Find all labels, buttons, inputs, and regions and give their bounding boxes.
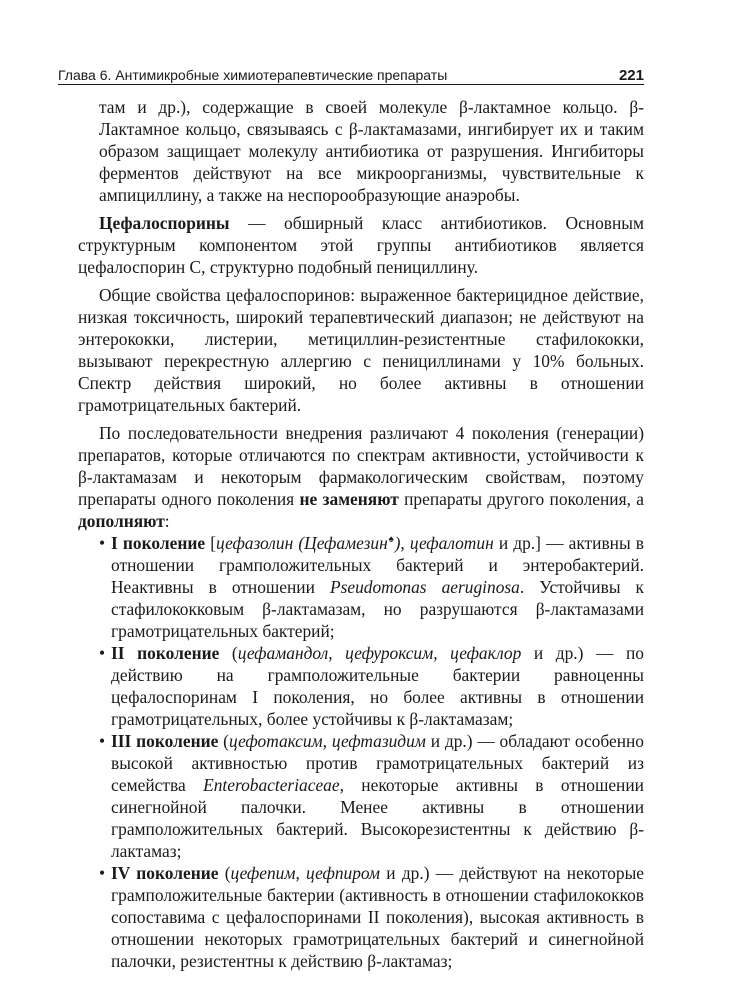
- generation-text-rest: . Устойчивы к стафилококковым β-лактамазам, но разрушаются β-лактамазами грамотрицательных бактерий;: [111, 577, 644, 641]
- intro-text-2: препараты другого поколения, а: [398, 489, 644, 509]
- drug-names: цефамандол, цефуроксим, цефаклор: [237, 643, 522, 663]
- generations-list: [78, 532, 644, 972]
- bullet-icon: •: [99, 731, 106, 751]
- generation-heading: II поколение: [111, 643, 220, 663]
- organism-name: Pseudomonas aeruginosa: [329, 577, 520, 597]
- intro-bold-not-replace: не заменяют: [299, 489, 399, 509]
- drug-names: цефепим, цефпиром: [230, 863, 381, 883]
- bullet-icon: •: [99, 533, 106, 553]
- generation-heading: IV поколение: [111, 863, 219, 883]
- generation-text-rest: , некоторые активны в отношении синегнойной палочки. Менее активны в отношении грамположительных бактерий. Высокорезистентны к действию β-лактамаз;: [111, 775, 644, 861]
- list-item-generation-2: [78, 642, 644, 730]
- term-cephalosporins: Цефалоспорины: [99, 213, 230, 233]
- cephalosporins-paragraph: [78, 212, 644, 278]
- list-item-generation-4: [78, 862, 644, 972]
- bracket-open: (: [218, 863, 231, 883]
- bracket-open: (: [218, 731, 229, 751]
- generation-text-rest: и др.) — действуют на некоторые грамположительные бактерии (активность в отношении стафилококков сопоставима с цефалоспоринами II поколения), высокая активность в отношении некоторых грамотрицательных бактерий и синегнойной палочки, резистентны к действию β-лактамаз;: [111, 863, 644, 971]
- generation-text-rest: и др.) — по действию на грамположительные бактерии равноценны цефалоспоринам I поколения, но более активны в отношении грамотрицательных, более устойчивы к β-лактамазам;: [111, 643, 644, 729]
- properties-paragraph: Общие свойства цефалоспоринов: выраженное бактерицидное действие, низкая токсичность, широкий терапевтический диапазон; не действуют на энтерококки, листерии, метициллин-резистентные стафилококки, вызывают перекрестную аллергию с пенициллинами у 10% больных. Спектр действия широкий, но более активны в отношении грамотрицательных бактерий.: [78, 285, 644, 415]
- intro-text-3: :: [164, 511, 170, 531]
- generation-heading: I поколение: [111, 533, 206, 553]
- generations-intro-paragraph: [78, 422, 644, 532]
- drug-names-cont: ), цефалотин: [394, 533, 494, 553]
- running-header: [58, 60, 644, 84]
- header-rule: [58, 84, 644, 85]
- generation-text: и др.] — активны в отношении грамположительных бактерий и энтеробактерий. Неактивны в отношении: [111, 533, 644, 597]
- generation-text: и др.) — обладают особенно высокой активностью против грамотрицательных бактерий из семейства: [111, 731, 645, 795]
- page-number: 221: [618, 67, 644, 84]
- continuation-paragraph: там и др.), содержащие в своей молекуле β-лактамное кольцо. β-Лактамное кольцо, связываясь с β-лактамазами, ингибирует их и таким образом защищает молекулу антибиотика от разрушения. Ингибиторы ферментов действуют на все микроорганизмы, чувствительные к ампициллину, а также на неспорообразующие анаэробы.: [99, 97, 644, 205]
- bracket-open: (: [219, 643, 238, 663]
- generation-heading: III поколение: [111, 731, 219, 751]
- drug-names: цефазолин (Цефамезин: [216, 533, 388, 553]
- bracket-open: [: [205, 533, 217, 553]
- list-item-generation-1: [78, 532, 644, 642]
- page-body: [78, 96, 644, 972]
- bullet-icon: •: [99, 863, 106, 883]
- chapter-title: Глава 6. Антимикробные химиотерапевтические препараты: [58, 67, 448, 83]
- trademark-icon: ♠: [387, 534, 395, 546]
- bullet-icon: •: [99, 643, 106, 663]
- drug-names: цефотаксим, цефтазидим: [228, 731, 426, 751]
- list-item-generation-3: [78, 730, 644, 862]
- family-name: Enterobacteriaceae: [203, 775, 340, 795]
- intro-text-1: По последовательности внедрения различают 4 поколения (генерации) препаратов, которые отличаются по спектрам активности, устойчивости к β-лактамазам и некоторым фармакологическим свойствам, поэтому препараты одного поколения: [78, 423, 644, 509]
- intro-bold-complement: дополняют: [78, 511, 165, 531]
- cephalosporins-definition: — обширный класс антибиотиков. Основным структурным компонентом этой группы антибиотиков является цефалоспорин С, структурно подобный пенициллину.: [78, 213, 644, 277]
